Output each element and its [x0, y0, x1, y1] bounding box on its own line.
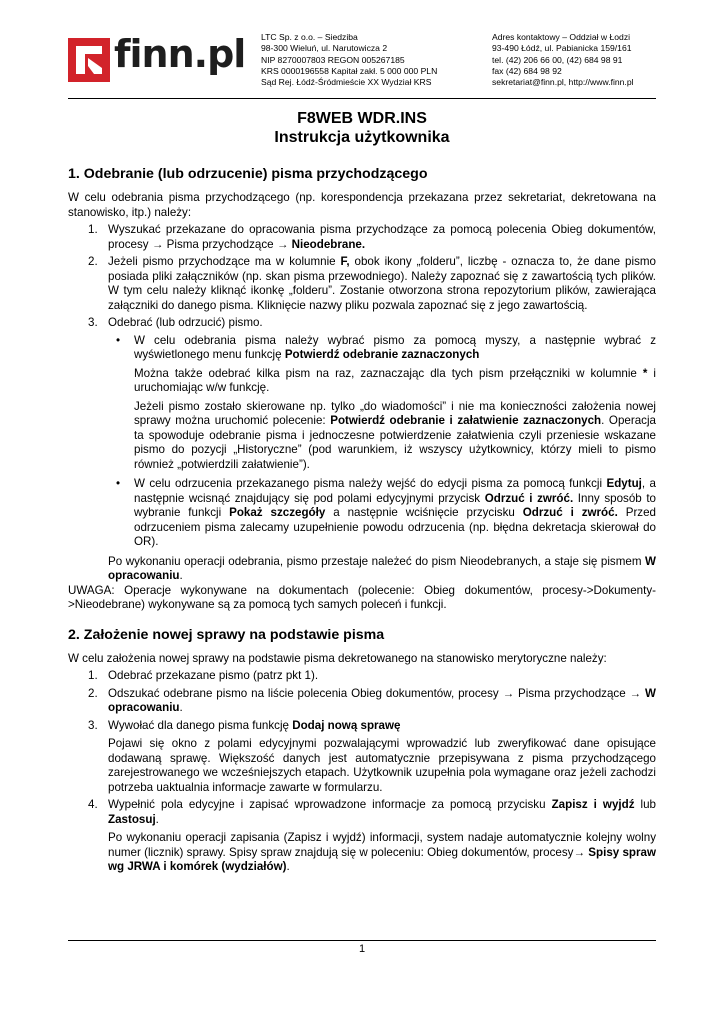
list-item [68, 687, 656, 716]
text: lub [634, 798, 656, 811]
header-line: Sąd Rej. Łódź-Śródmieście XX Wydział KRS [261, 77, 432, 88]
section-1-intro: W celu odebrania pisma przychodzącego (np. korespondencja przekazana przez sekretariat, dekretowana na stanowisko, itp.) należy: [68, 191, 656, 219]
bold-text: F, [340, 255, 350, 268]
bold-text: Spisy spraw wg JRWA i komórek (wydziałów) [108, 845, 656, 873]
text: . [286, 860, 290, 873]
bold-text: Nieodebrane. [291, 237, 366, 251]
bullet-list [108, 334, 656, 550]
list-item [68, 719, 656, 796]
finn-logo [68, 32, 246, 86]
list-number: 2. [88, 686, 98, 700]
list-number: 1. [88, 223, 98, 236]
bold-text: Potwierdź odebranie i załatwienie zaznaczonych [330, 414, 602, 427]
text: Wypełnić pola edycyjne i zapisać wprowadzone informacje za pomocą przycisku [108, 798, 552, 811]
document-title [68, 109, 656, 147]
list-item [68, 316, 656, 584]
text: Odebrać (lub odrzucić) pismo. [108, 316, 263, 329]
section-2-steps [68, 669, 656, 875]
after-note [108, 555, 656, 584]
warning-note: UWAGA: Operacje wykonywane na dokumentach (polecenie: Obieg dokumentów, procesy->Dokumenty->Nieodebrane) wykonywane są za pomocą tych samych poleceń i funkcji. [68, 583, 656, 611]
text: Inny sposób to wybranie funkcji [134, 491, 656, 519]
section-2-intro: W celu założenia nowej sprawy na podstawie pisma dekretowanego na stanowisko merytoryczne należy: [68, 651, 607, 665]
header-line: NIP 8270007803 REGON 005267185 [261, 54, 405, 65]
text: , a następnie wcisnąć znajdujący się pod polami edycyjnymi przycisk [134, 477, 656, 505]
text: Jeżeli pismo zostało skierowane np. tylko „do wiadomości” i nie ma konieczności założenia nowej sprawy można uruchomić polecenie: [134, 399, 656, 427]
text: a następnie wciśnięcie przycisku [325, 506, 523, 519]
contact-address [492, 32, 634, 88]
list-number: 2. [88, 255, 98, 268]
bullet-item [108, 477, 656, 550]
list-number: 3. [88, 316, 98, 329]
bold-text: Dodaj nową sprawę [292, 718, 401, 732]
section-1-steps [68, 223, 656, 584]
text: Jeżeli pismo przychodzące ma w kolumnie [108, 255, 341, 268]
text: Można także odebrać kilka pism na raz, zaznaczając dla tych pism przełączniki w kolumnie [134, 366, 643, 380]
bullet-icon: • [116, 333, 121, 347]
header-line: 98-300 Wieluń, ul. Narutowicza 2 [261, 43, 388, 54]
text: i uruchomiając w/w funkcję. [134, 366, 656, 394]
list-item [68, 669, 656, 684]
header-line: Adres kontaktowy – Oddział w Łodzi [492, 32, 631, 42]
header-line: 93-490 Łódź, ul. Pabianicka 159/161 [492, 43, 632, 54]
company-address [261, 32, 437, 88]
page-number: 1 [358, 943, 366, 955]
finn-logo-icon [68, 38, 110, 82]
bold-text: W opracowaniu [108, 686, 656, 714]
list-number: 3. [88, 718, 98, 732]
bullet-icon: • [116, 477, 121, 490]
text: Po wykonaniu operacji zapisania (Zapisz i wyjdź) informacji, system nadaje automatycznie kolejny wolny numer (licznik) sprawy. Spisy spraw znajdują się w poleceniu: Obieg dokumentów, procesy→ [108, 831, 656, 859]
header-line: LTC Sp. z o.o. – Siedziba [261, 32, 358, 42]
bold-text: Odrzuć i zwróć. [522, 506, 618, 519]
text: W celu odebrania pisma należy wybrać pismo za pomocą myszy, a następnie wybrać z wyświetlonego menu funkcję [134, 333, 656, 361]
list-item [68, 255, 656, 313]
list-number: 4. [88, 798, 98, 811]
text: Odszukać odebrane pismo na liście polecenia Obieg dokumentów, procesy → Pisma przychodzące → [108, 686, 646, 700]
text: Odebrać przekazane pismo (patrz pkt 1). [108, 669, 319, 682]
header-line: sekretariat@finn.pl, http://www.finn.pl [492, 77, 634, 88]
header-line: tel. (42) 206 66 00, (42) 684 98 91 [492, 54, 623, 65]
text: . [179, 701, 183, 714]
bold-text: Odrzuć i zwróć. [484, 491, 574, 505]
bold-text: W opracowaniu [108, 554, 656, 582]
bold-text: Zastosuj [108, 812, 156, 826]
logo-text: finn.pl [114, 32, 246, 76]
bold-text: Pokaż szczegóły [229, 506, 326, 519]
text: Wywołać dla danego pisma funkcję [108, 718, 293, 732]
list-item [68, 223, 656, 252]
list-item [68, 798, 656, 875]
text: W celu odrzucenia przekazanego pisma należy wejść do edycji pisma za pomocą funkcji [134, 477, 607, 490]
footer-divider [68, 940, 656, 941]
bullet-item [108, 334, 656, 473]
title-line-2: Instrukcja użytkownika [274, 129, 450, 146]
text: . Operacja ta spowoduje odebranie pisma i jednoczesne potwierdzenie załatwienia czyli przeniesie wskazane pismo do pozycji „Historyczne” (pod warunkiem, iż wszyscy użytkownicy, którzy mieli to pismo również „potwierdzili załatwienie”). [134, 414, 656, 471]
title-line-1: F8WEB WDR.INS [297, 110, 427, 127]
header-line: KRS 0000196558 Kapitał zakł. 5 000 000 PLN [261, 65, 438, 76]
text: . [179, 569, 183, 582]
letterhead [68, 32, 656, 94]
step-description: Pojawi się okno z polami edycyjnymi pozwalającymi wprowadzić lub zweryfikować dane opisujące dodawaną sprawę. Większość danych jest automatycznie przepisywana z pisma przychodzącego zarejestrowanego we wcześniejszych etapach. Użytkownik uzupełnia pola wymagane oraz jeżeli zachodzi potrzeba uaktualnia informacje zawarte w formularzu. [108, 737, 656, 794]
bold-text: * [642, 366, 648, 380]
text: Przed odrzuceniem pisma zalecamy uzupełnienie powodu odrzucenia (np. błędna dekretacja skierował do OR). [134, 506, 656, 548]
header-divider [68, 98, 656, 99]
bold-text: Zapisz i wyjdź [551, 798, 635, 811]
header-line: fax (42) 684 98 92 [492, 65, 562, 76]
section-1-heading: 1. Odebranie (lub odrzucenie) pisma przychodzącego [68, 166, 428, 182]
section-2-heading: 2. Założenie nowej sprawy na podstawie pisma [68, 626, 385, 643]
bold-text: Potwierdź odebranie zaznaczonych [284, 348, 480, 361]
list-number: 1. [88, 669, 98, 682]
document-body [68, 166, 656, 875]
bold-text: Edytuj [606, 477, 642, 490]
text: . [155, 812, 159, 826]
text: Po wykonaniu operacji odebrania, pismo przestaje należeć do pism Nieodebranych, a staje się pismem [108, 554, 646, 568]
text: obok ikony „folderu”, liczbę - oznacza to, że dane pismo posiada pliki załączników (np. skan pisma przewodniego). Należy zapoznać się z zawartością tych plików. W tym celu należy kliknąć ikonkę „folderu”. Zostanie otworzona strona repozytorium plików, zawierająca załączniki do danego pisma. Kliknięcie nazwy pliku pozwala zapoznać się z jego zawartością. [108, 255, 656, 312]
text: Wyszukać przekazane do opracowania pisma przychodzące za pomocą polecenia Obieg dokumentów, procesy → Pisma przychodzące → [108, 223, 656, 251]
